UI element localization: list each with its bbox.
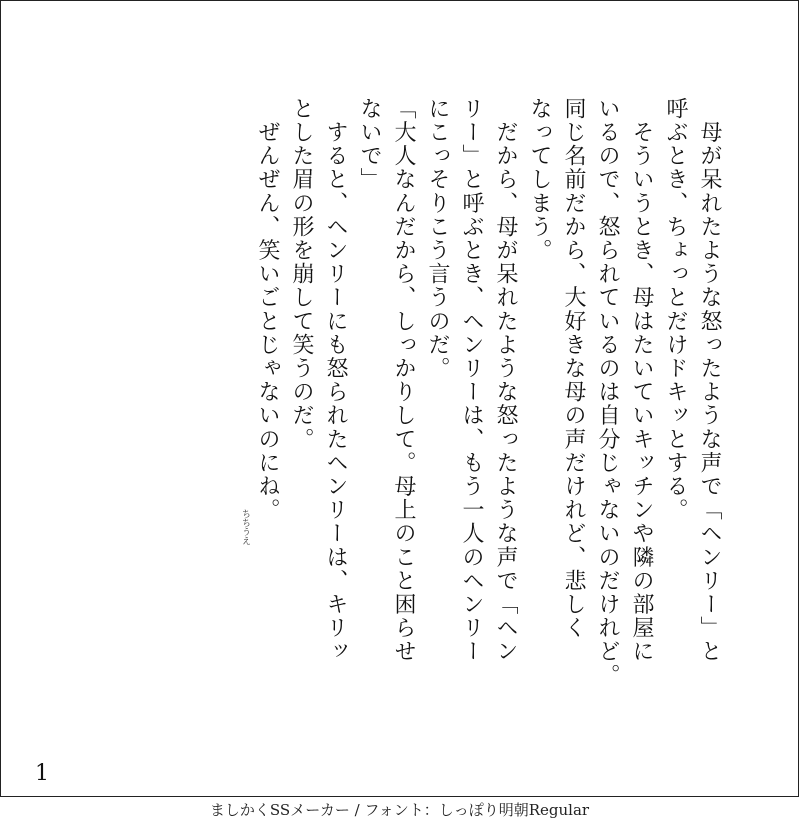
text-column: ぜんぜん、笑いごとじゃないのにね。 [255, 97, 280, 522]
text-column: そういうとき、母はたいていキッチンや隣の部屋に [629, 97, 654, 664]
page-number: 1 [35, 761, 49, 786]
text-column: すると、ヘンリーにも怒られたヘンリーは、キリッ [323, 97, 348, 664]
text-column: 呼ぶとき、ちょっとだけドキッとする。 [663, 97, 688, 522]
text-column: ないで」 [357, 97, 382, 192]
text-column: 同じ名前だから、大好きな母の声だけれど、悲しく [561, 97, 586, 640]
text-column: 「大人なんだから、しっかりして。母上のこと困らせ [391, 97, 416, 664]
text-column: いるので、怒られているのは自分じゃないのだけれど。 [595, 97, 620, 687]
text-column: 母が呆れたような怒ったような声で「ヘンリー」と [697, 97, 722, 664]
ruby-reading: ちちうえ [240, 509, 250, 545]
footer-credit: ましかくSSメーカー / フォント：しっぽり明朝Regular [209, 801, 590, 819]
text-column: リー」と呼ぶとき、ヘンリーは、もう一人のヘンリー [459, 97, 484, 664]
text-column: なってしまう。 [527, 97, 552, 263]
text-column: とした眉の形を崩して笑うのだ。 [289, 97, 314, 451]
text-column: にこっそりこう言うのだ。 [425, 97, 450, 381]
text-column: だから、母が呆れたような怒ったような声で「ヘン [493, 97, 518, 664]
